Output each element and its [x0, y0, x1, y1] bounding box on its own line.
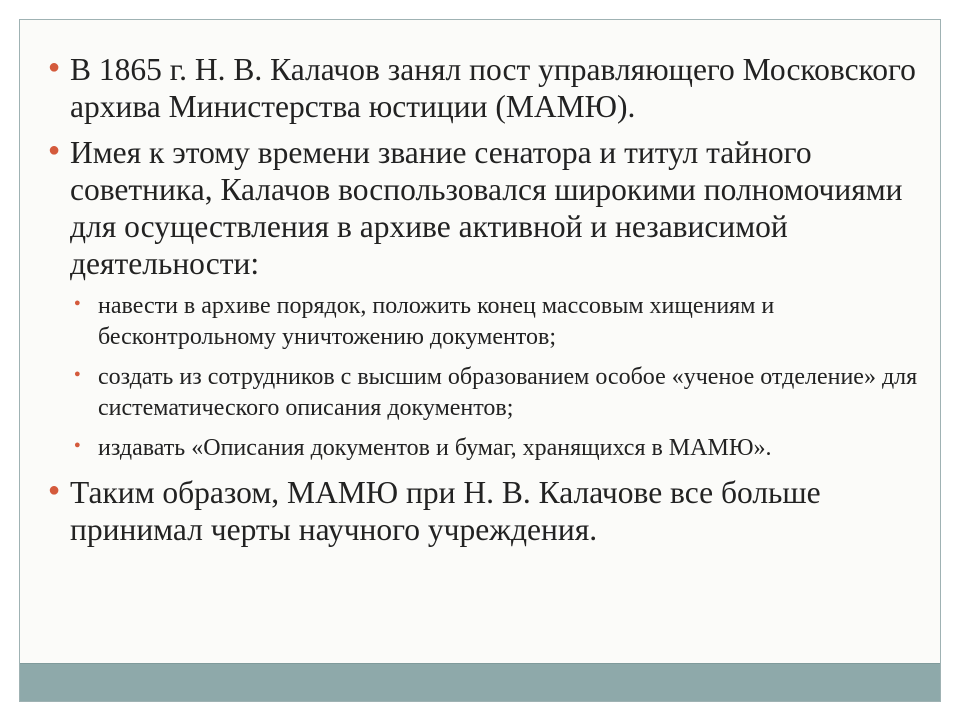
- slide-content: [48, 51, 930, 557]
- sub-bullet-list: [70, 291, 930, 464]
- sub-bullet-text: создать из сотрудников с высшим образованием особое «ученое отделение» для систематического описания документов;: [98, 364, 918, 421]
- sub-bullet-item: [74, 362, 930, 423]
- bottom-decorative-bar: [20, 663, 940, 701]
- sub-bullet-dot-icon: ●: [74, 368, 81, 380]
- sub-bullet-text: издавать «Описания документов и бумаг, хранящихся в МАМЮ».: [98, 435, 772, 461]
- bullet-text: Таким образом, МАМЮ при Н. В. Калачове все больше принимал черты научного учреждения.: [70, 474, 821, 547]
- sub-bullet-item: [74, 291, 930, 352]
- bullet-item: [48, 134, 930, 282]
- sub-bullet-item: [74, 433, 930, 464]
- sub-bullet-text: навести в архиве порядок, положить конец массовым хищениям и бесконтрольному уничтожению документов;: [98, 293, 775, 350]
- bullet-dot-icon: ●: [48, 478, 61, 501]
- sub-bullet-dot-icon: ●: [74, 297, 81, 309]
- bullet-text: Имея к этому времени звание сенатора и титул тайного советника, Калачов воспользовался широкими полномочиями для осуществления в архиве активной и независимой деятельности:: [70, 135, 903, 281]
- bullet-item: [48, 474, 930, 548]
- slide: [19, 19, 941, 702]
- sub-bullet-dot-icon: ●: [74, 439, 81, 451]
- bullet-item: [48, 51, 930, 125]
- bullet-dot-icon: ●: [48, 139, 61, 161]
- bullet-text: В 1865 г. Н. В. Калачов занял пост управляющего Московского архива Министерства юстиции (МАМЮ).: [70, 52, 916, 124]
- bullet-dot-icon: ●: [48, 56, 61, 78]
